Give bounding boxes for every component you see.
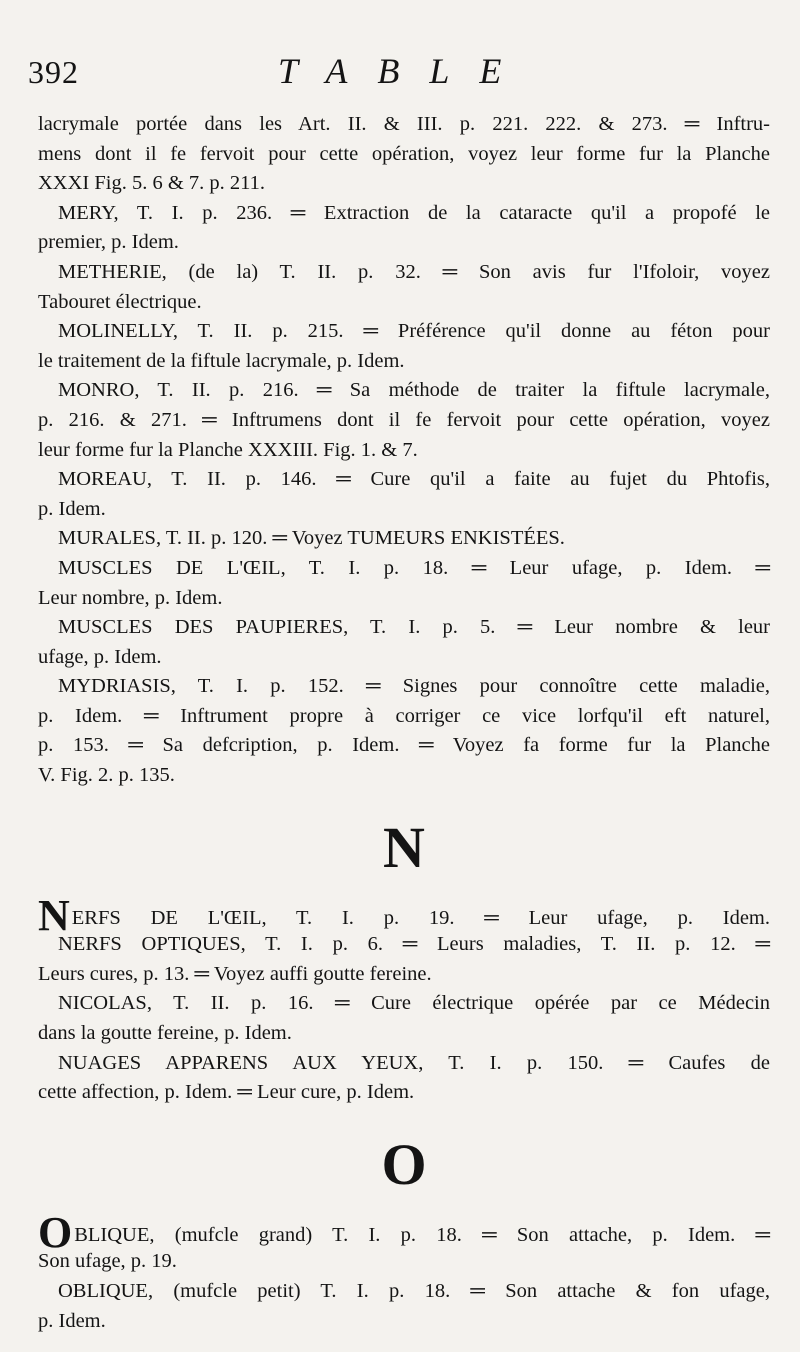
entry-line: Leurs cures, p. 13. ═ Voyez auffi goutte fereine.: [38, 962, 432, 985]
section-letter-n: N: [383, 814, 425, 880]
index-text: [38, 110, 770, 1336]
entry-line: NERFS OPTIQUES, T. I. p. 6. ═ Leurs maladies, T. II. p. 12. ═: [58, 933, 770, 956]
entry-line: [38, 1207, 770, 1257]
entry-line: NUAGES APPARENS AUX YEUX, T. I. p. 150. ═ Caufes de: [58, 1051, 770, 1074]
entry-line: MUSCLES DE L'ŒIL, T. I. p. 18. ═ Leur ufage, p. Idem. ═: [58, 556, 770, 579]
entry-line: OBLIQUE, (mufcle petit) T. I. p. 18. ═ Son attache & fon ufage,: [58, 1280, 770, 1302]
entry-line: ufage, p. Idem.: [38, 645, 162, 668]
entry-line: MURALES, T. II. p. 120. ═ Voyez TUMEURS ENKISTÉES.: [58, 527, 565, 550]
entry-line: MONRO, T. II. p. 216. ═ Sa méthode de traiter la fiftule lacrymale,: [58, 379, 770, 402]
entry-line: leur forme fur la Planche XXXIII. Fig. 1. & 7.: [38, 438, 418, 461]
entry-line: p. Idem. ═ Inftrument propre à corriger ce vice lorfqu'il eft naturel,: [38, 704, 770, 727]
entry-line: MERY, T. I. p. 236. ═ Extraction de la cataracte qu'il a propofé le: [58, 201, 770, 224]
entry-line: Leur nombre, p. Idem.: [38, 586, 223, 609]
entry-line: XXXI Fig. 5. 6 & 7. p. 211.: [38, 172, 266, 195]
drop-cap: O: [38, 1207, 73, 1257]
entry-line: cette affection, p. Idem. ═ Leur cure, p. Idem.: [38, 1081, 415, 1104]
entry-line: METHERIE, (de la) T. II. p. 32. ═ Son avis fur l'Ifoloir, voyez: [58, 260, 770, 283]
drop-cap: N: [38, 890, 70, 940]
entry-line: Son ufage, p. 19.: [38, 1250, 177, 1273]
entry-line: le traitement de la fiftule lacrymale, p. Idem.: [38, 349, 405, 372]
entry-line: p. 216. & 271. ═ Inftrumens dont il fe fervoit pour cette opération, voyez: [38, 408, 770, 431]
entry-line: MUSCLES DES PAUPIERES, T. I. p. 5. ═ Leur nombre & leur: [58, 616, 770, 639]
entry-line: lacrymale portée dans les Art. II. & III. p. 221. 222. & 273. ═ Inftru-: [38, 113, 770, 135]
entry-line: V. Fig. 2. p. 135.: [38, 764, 175, 787]
page-number: 392: [28, 54, 79, 90]
entry-line: [38, 890, 770, 940]
entry-line: p. Idem.: [38, 497, 106, 520]
entry-line: premier, p. Idem.: [38, 231, 179, 254]
entry-line: MOLINELLY, T. II. p. 215. ═ Préférence qu'il donne au féton pour: [58, 320, 770, 343]
entry-text: ERFS DE L'ŒIL, T. I. p. 19. ═ Leur ufage, p. Idem.: [71, 906, 770, 929]
entry-line: NICOLAS, T. II. p. 16. ═ Cure électrique opérée par ce Médecin: [58, 992, 770, 1015]
section-letter-o: O: [381, 1131, 427, 1197]
entry-line: Tabouret électrique.: [38, 290, 202, 313]
entry-line: mens dont il fe fervoit pour cette opération, voyez leur forme fur la Planche: [38, 142, 770, 165]
entry-line: dans la goutte fereine, p. Idem.: [38, 1022, 292, 1045]
entry-line: p. Idem.: [38, 1309, 106, 1332]
entry-line: MOREAU, T. II. p. 146. ═ Cure qu'il a faite au fujet du Phtofis,: [58, 468, 770, 491]
entry-text: BLIQUE, (mufcle grand) T. I. p. 18. ═ Son attache, p. Idem. ═: [74, 1223, 770, 1246]
entry-line: p. 153. ═ Sa defcription, p. Idem. ═ Voyez fa forme fur la Planche: [38, 734, 770, 757]
running-title: TABLE: [278, 51, 532, 91]
page-header: [28, 50, 768, 94]
entry-line: MYDRIASIS, T. I. p. 152. ═ Signes pour connoître cette maladie,: [58, 675, 770, 698]
